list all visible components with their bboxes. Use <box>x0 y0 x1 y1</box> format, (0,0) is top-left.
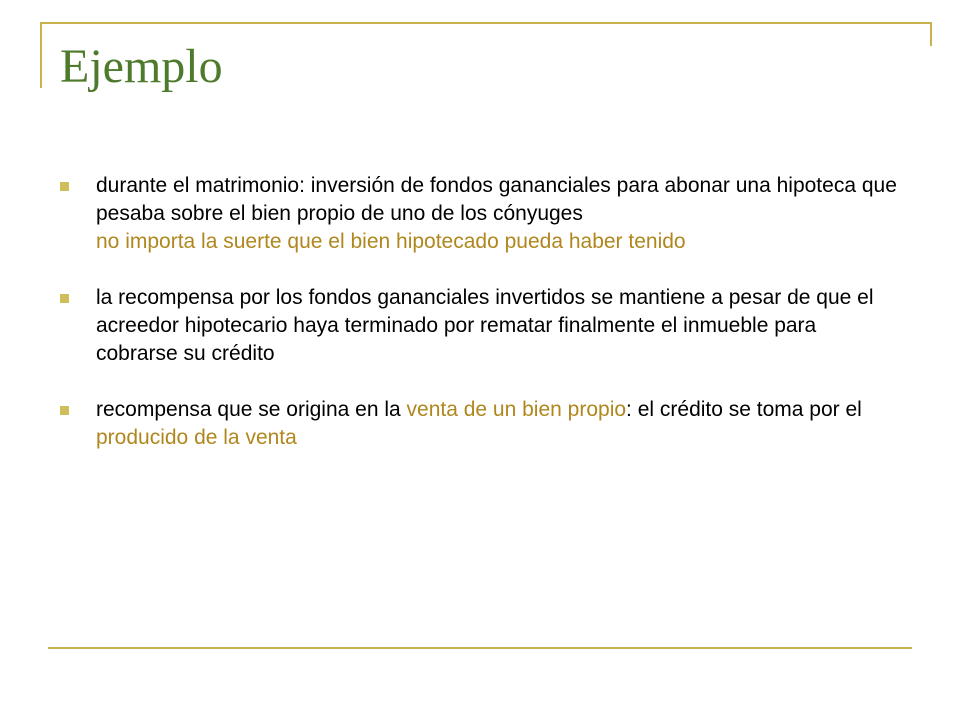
bullet-3-text-part2: : el crédito se toma por el <box>626 398 862 421</box>
bullet-3-text-part1: recompensa que se origina en la <box>96 398 407 421</box>
square-bullet-icon <box>60 406 69 415</box>
slide-title: Ejemplo <box>60 40 223 93</box>
bullet-item-1 <box>58 172 898 256</box>
bullet-1-text: durante el matrimonio: inversión de fondos gananciales para abonar una hipoteca que pesaba sobre el bien propio de uno de los cónyuges <box>96 174 897 225</box>
top-rule <box>40 22 932 24</box>
bullet-2-text: la recompensa por los fondos gananciales invertidos se mantiene a pesar de que el acreedor hipotecario haya terminado por rematar finalmente el inmueble para cobrarse su crédito <box>96 286 874 365</box>
square-bullet-icon <box>60 294 69 303</box>
bullet-3-highlight-1: venta de un bien propio <box>406 398 627 421</box>
bottom-rule <box>48 647 912 649</box>
bullet-item-3 <box>58 396 898 452</box>
square-bullet-icon <box>60 182 69 191</box>
left-rule <box>40 22 42 88</box>
bullet-list <box>58 172 898 480</box>
bullet-3-highlight-2: producido de la venta <box>96 426 297 449</box>
bullet-1-highlight: no importa la suerte que el bien hipotecado pueda haber tenido <box>96 230 686 253</box>
bullet-item-2 <box>58 284 898 368</box>
right-rule <box>930 22 932 46</box>
